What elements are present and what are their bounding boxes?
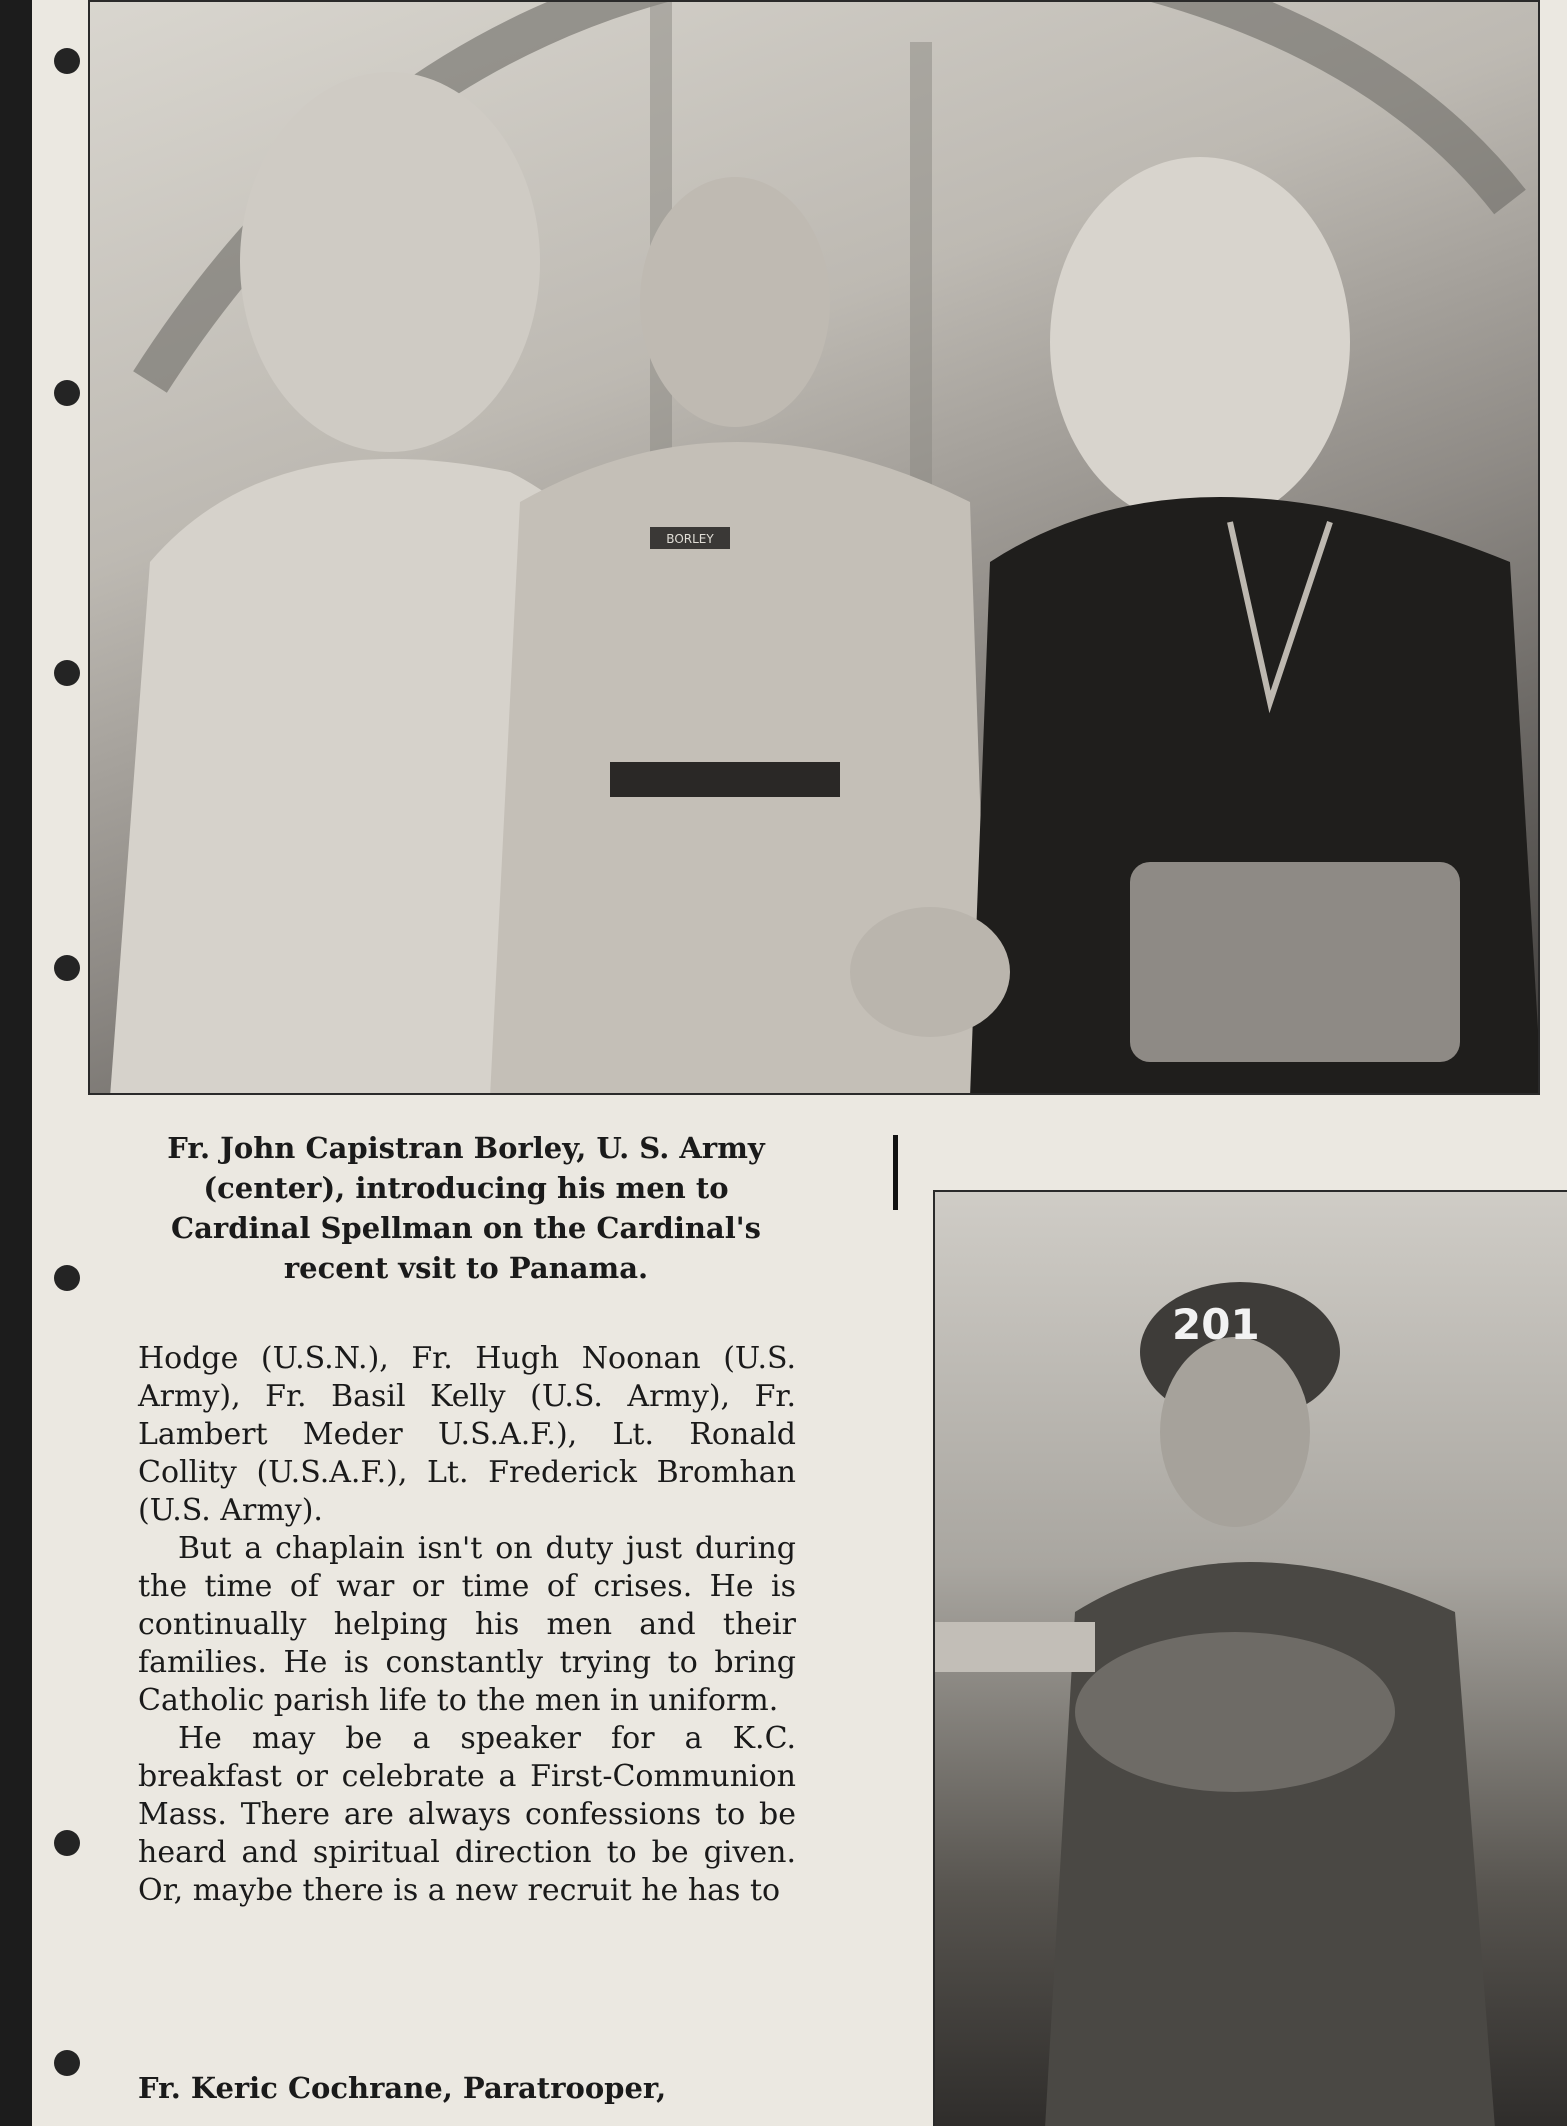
punch-hole — [54, 48, 80, 74]
punch-hole — [54, 2050, 80, 2076]
paragraph: But a chaplain isn't on duty just during the time of war or time of crises. He is continually helping his men and their families. He is constantly trying to bring Catholic parish life to the men in uniform. — [138, 1531, 796, 1718]
column-rule — [893, 1135, 898, 1210]
punch-hole — [54, 1830, 80, 1856]
caption-top: Fr. John Capistran Borley, U. S. Army (center), introducing his men to Cardinal Spellman on the Cardinal's recent vsit to Panama. — [167, 1131, 765, 1285]
nametag: BORLEY — [666, 532, 714, 546]
punch-hole — [54, 660, 80, 686]
helmet-number: 201 — [1172, 1300, 1260, 1349]
binding-edge — [0, 0, 32, 2126]
paragraph: Hodge (U.S.N.), Fr. Hugh Noonan (U.S. Army), Fr. Basil Kelly (U.S. Army), Fr. Lambert Meder U.S.A.F.), Lt. Ronald Collity (U.S.A.F.), Lt. Frederick Bromhan (U.S. Army). — [138, 1341, 796, 1528]
punch-hole — [54, 1265, 80, 1291]
photo-chaplain-cardinal — [88, 0, 1540, 1095]
caption-bottom: Fr. Keric Cochrane, Paratrooper, — [138, 2071, 667, 2105]
paragraph: He may be a speaker for a K.C. breakfast or celebrate a First-Communion Mass. There are always confessions to be heard and spiritual direction to be given. Or, maybe there is a new recruit he has to — [138, 1721, 796, 1908]
body-text — [138, 1340, 796, 1910]
punch-hole — [54, 955, 80, 981]
punch-hole — [54, 380, 80, 406]
